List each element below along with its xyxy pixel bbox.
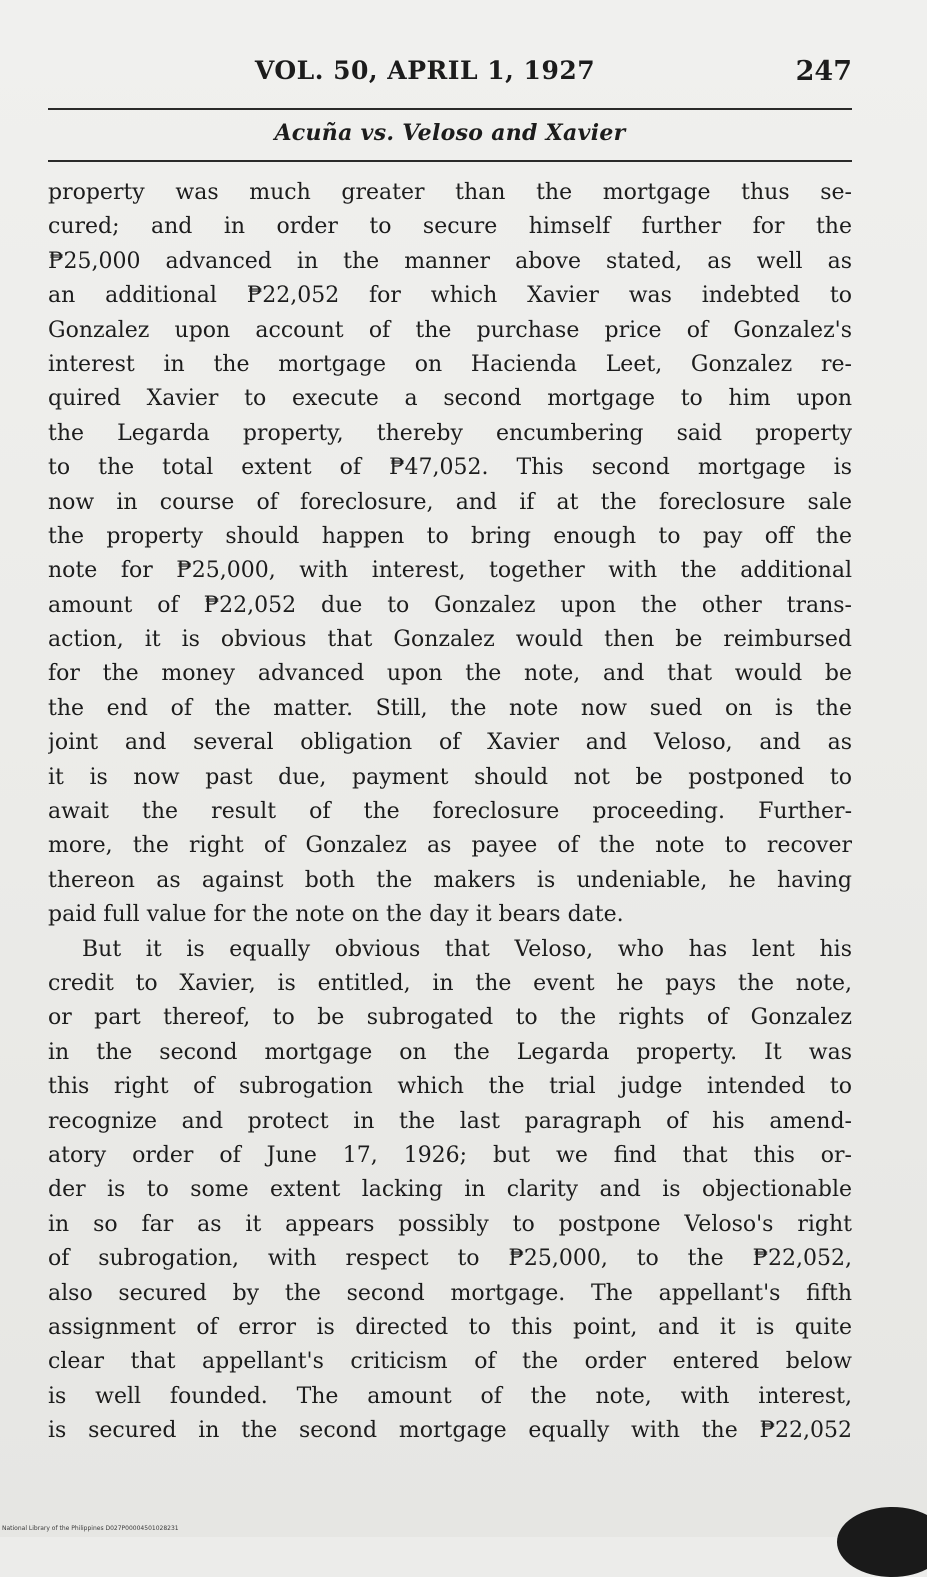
text-line: Gonzalez upon account of the purchase price of Gonzalez's xyxy=(48,317,852,343)
text-line: the end of the matter. Still, the note now sued on is the xyxy=(48,695,852,721)
text-line: recognize and protect in the last paragraph of his amend- xyxy=(48,1108,852,1134)
text-line: now in course of foreclosure, and if at the foreclosure sale xyxy=(48,489,852,515)
paragraph-end-line: paid full value for the note on the day it bears date. xyxy=(48,902,624,928)
scanner-thumb-shadow xyxy=(837,1507,927,1577)
text-line: atory order of June 17, 1926; but we find that this or- xyxy=(48,1142,852,1168)
text-line: interest in the mortgage on Hacienda Leet, Gonzalez re- xyxy=(48,351,852,377)
text-line: or part thereof, to be subrogated to the rights of Gonzalez xyxy=(48,1005,852,1031)
scan-credit: National Library of the Philippines D027P00004501028231 xyxy=(2,1525,179,1532)
text-line: await the result of the foreclosure proceeding. Further- xyxy=(48,799,852,825)
page-header xyxy=(48,56,852,104)
text-line: ₱25,000 advanced in the manner above stated, as well as xyxy=(48,248,852,274)
header-rule-top xyxy=(48,108,852,110)
text-line: in the second mortgage on the Legarda property. It was xyxy=(48,1039,852,1065)
text-line: quired Xavier to execute a second mortgage to him upon xyxy=(48,386,852,412)
text-line: joint and several obligation of Xavier and Veloso, and as xyxy=(48,730,852,756)
text-line: for the money advanced upon the note, and that would be xyxy=(48,661,852,687)
text-line: of subrogation, with respect to ₱25,000, to the ₱22,052, xyxy=(48,1246,852,1272)
body-text xyxy=(48,176,852,1448)
text-line: property was much greater than the mortgage thus se- xyxy=(48,180,852,205)
text-line: is secured in the second mortgage equally with the ₱22,052 xyxy=(48,1418,852,1444)
text-line: assignment of error is directed to this point, and it is quite xyxy=(48,1314,852,1340)
text-line: also secured by the second mortgage. The appellant's fifth xyxy=(48,1280,852,1306)
text-line: it is now past due, payment should not be postponed to xyxy=(48,764,852,790)
text-line: clear that appellant's criticism of the order entered below xyxy=(48,1349,852,1375)
text-line: in so far as it appears possibly to postpone Veloso's right xyxy=(48,1211,852,1237)
text-line: credit to Xavier, is entitled, in the event he pays the note, xyxy=(48,970,852,996)
case-title: Acuña vs. Veloso and Xavier xyxy=(274,120,626,146)
text-line: an additional ₱22,052 for which Xavier was indebted to xyxy=(48,283,852,309)
text-line: the property should happen to bring enough to pay off the xyxy=(48,523,852,549)
text-line: this right of subrogation which the trial judge intended to xyxy=(48,1074,852,1100)
running-title: VOL. 50, APRIL 1, 1927 xyxy=(254,56,596,85)
text-line: thereon as against both the makers is undeniable, he having xyxy=(48,867,852,893)
text-line: action, it is obvious that Gonzalez would then be reimbursed xyxy=(48,627,852,653)
text-line: the Legarda property, thereby encumbering said property xyxy=(48,420,852,446)
text-line: der is to some extent lacking in clarity and is objectionable xyxy=(48,1177,852,1203)
text-line: to the total extent of ₱47,052. This second mortgage is xyxy=(48,455,852,481)
paragraph-start-line: But it is equally obvious that Veloso, who has lent his xyxy=(82,936,852,962)
page-number: 247 xyxy=(795,56,852,87)
text-line: amount of ₱22,052 due to Gonzalez upon the other trans- xyxy=(48,592,852,618)
text-line: more, the right of Gonzalez as payee of the note to recover xyxy=(48,833,852,859)
header-rule-bottom xyxy=(48,160,852,162)
text-line: note for ₱25,000, with interest, together with the additional xyxy=(48,558,852,584)
text-line: is well founded. The amount of the note, with interest, xyxy=(48,1383,852,1409)
text-line: cured; and in order to secure himself further for the xyxy=(48,214,852,240)
